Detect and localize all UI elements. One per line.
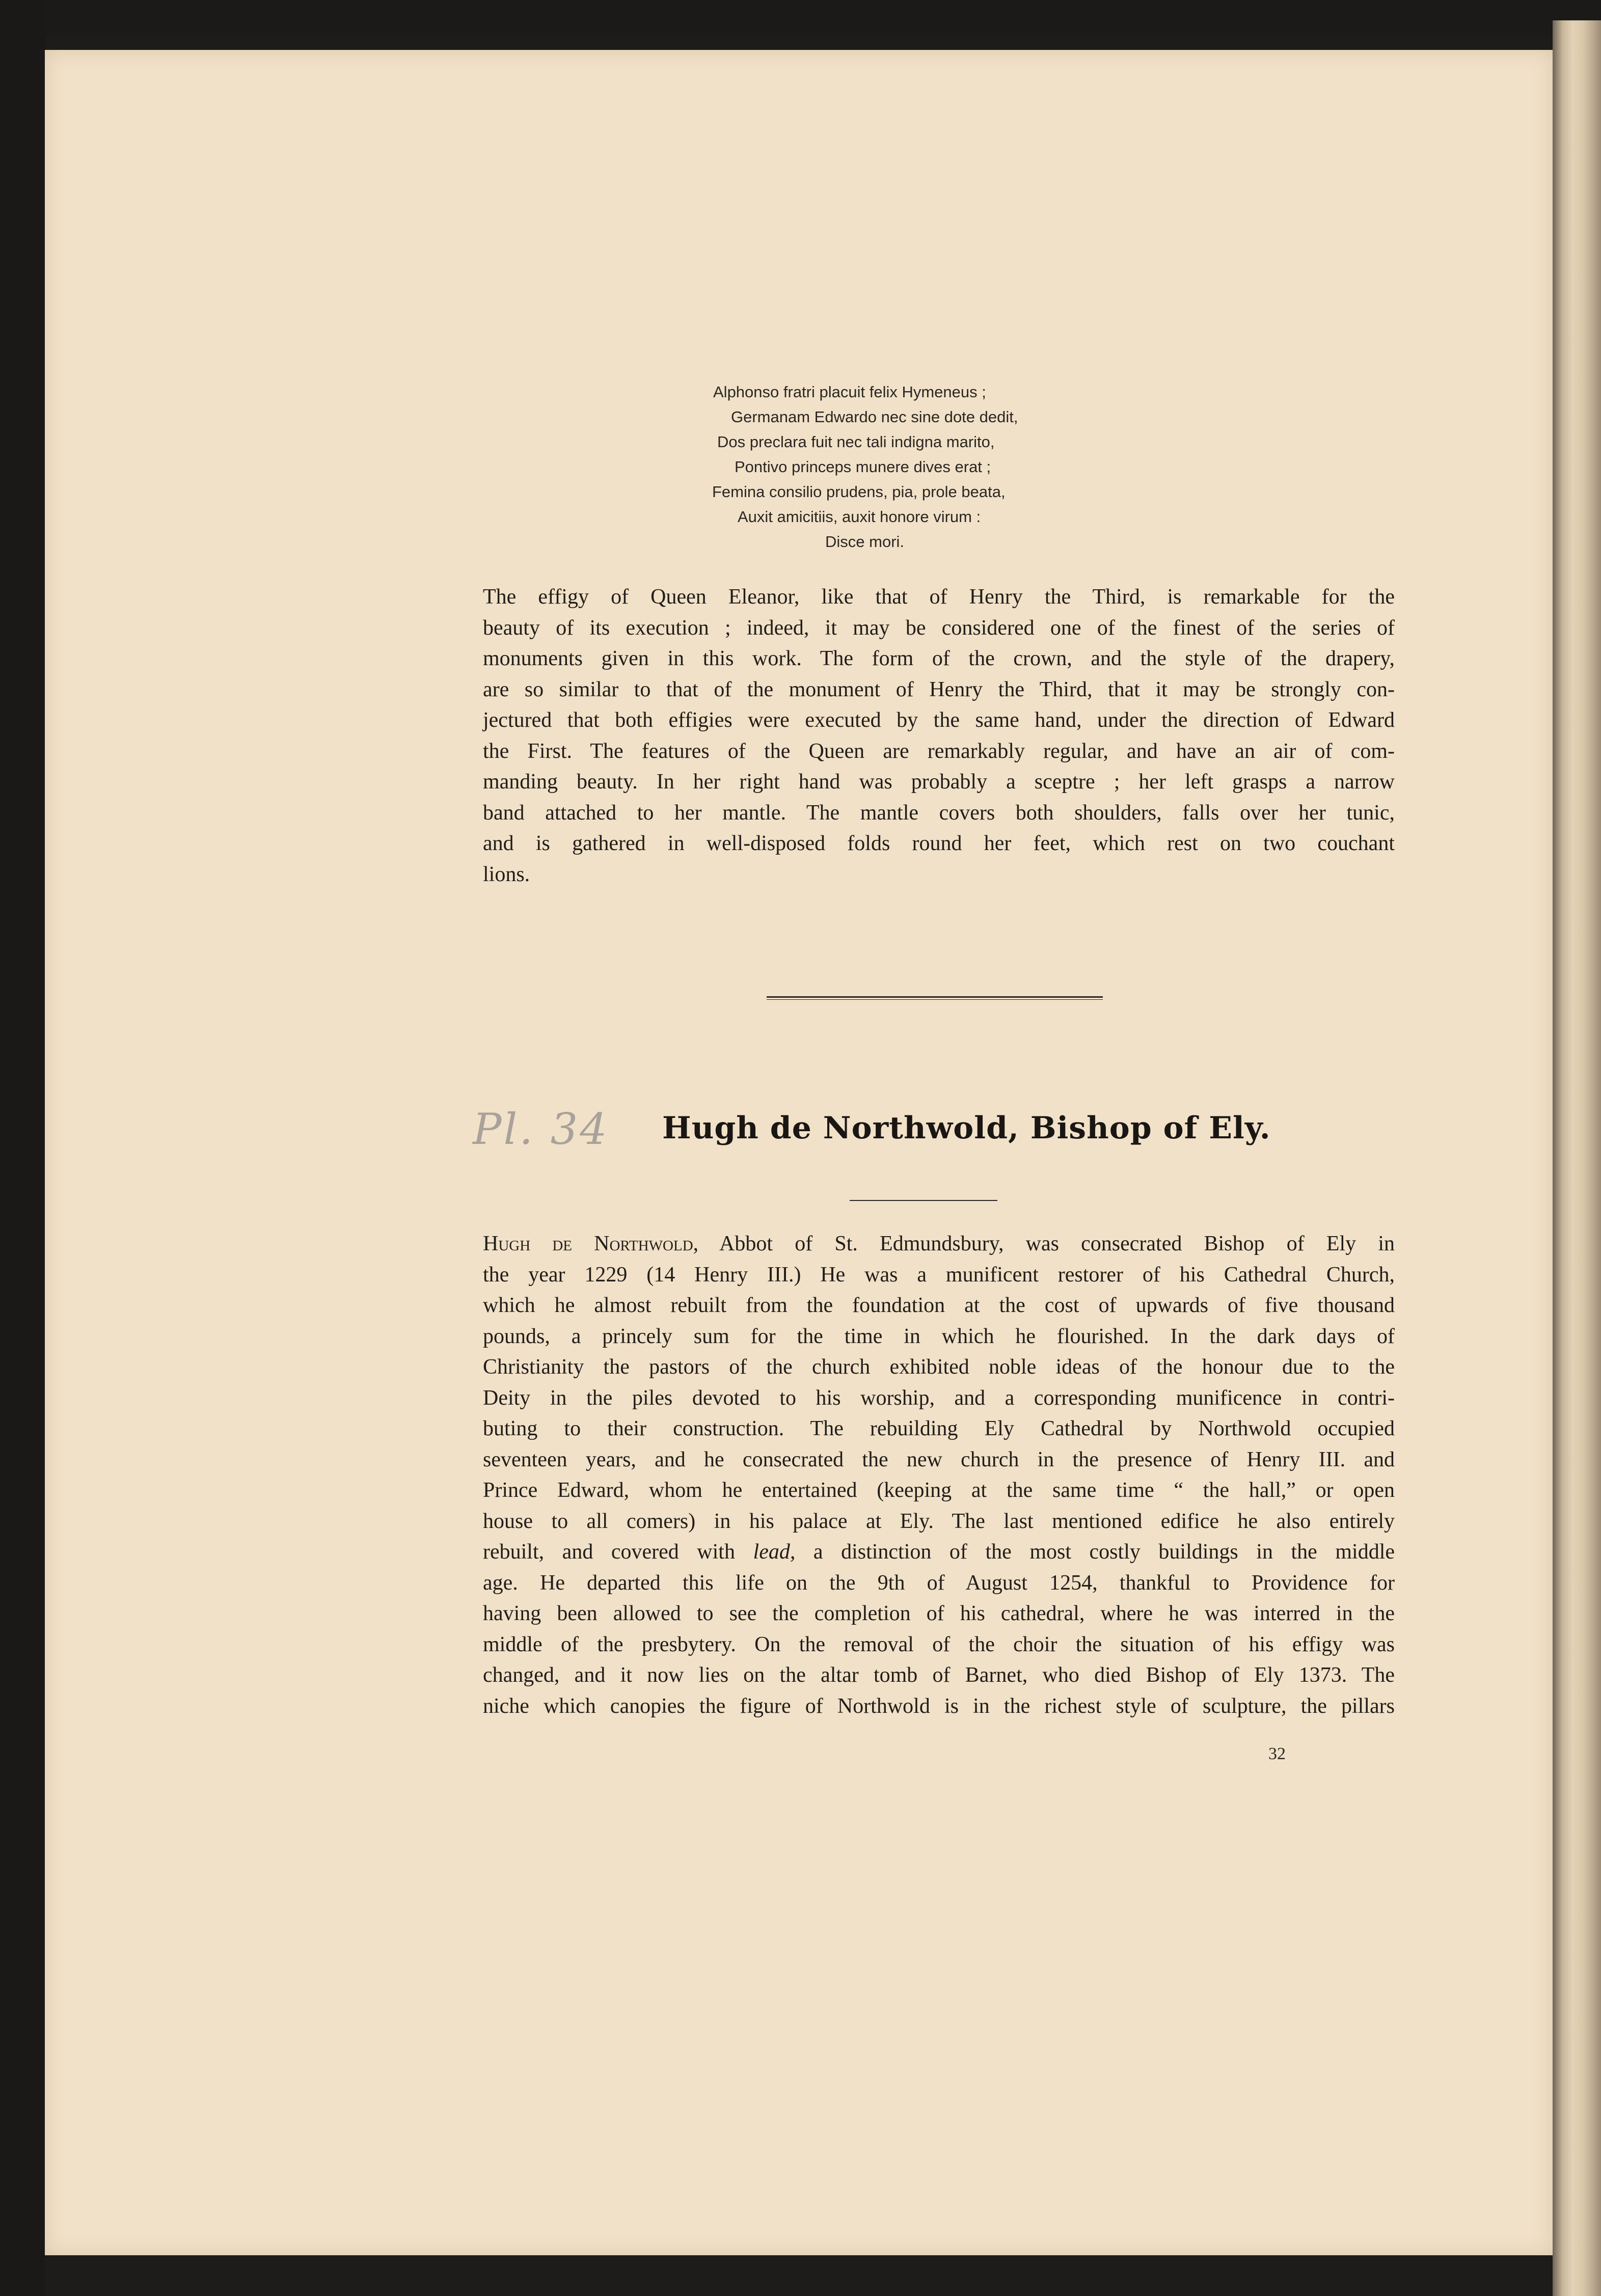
text-line: middle of the presbytery. On the removal of the choir the situation of his effigy was: [483, 1632, 1395, 1656]
text-line: lions.: [483, 862, 530, 886]
page-edges: [1553, 20, 1601, 2296]
verse-line: Auxit amicitiis, auxit honore virum :: [738, 508, 981, 526]
verse-line: Germanam Edwardo nec sine dote dedit,: [731, 408, 1018, 426]
text-line: Christianity the pastors of the church exhibited noble ideas of the honour due to the: [483, 1355, 1395, 1379]
verse-line: Alphonso fratri placuit felix Hymeneus ;: [713, 383, 986, 401]
text-line: manding beauty. In her right hand was probably a sceptre ; her left grasps a narrow: [483, 770, 1395, 794]
section-divider: [767, 996, 1103, 998]
text-line: jectured that both effigies were executed by the same hand, under the direction of Edward: [483, 708, 1395, 732]
text-line: pounds, a princely sum for the time in which he flourished. In the dark days of: [483, 1324, 1395, 1348]
text-line: [483, 1537, 1395, 1568]
text-line: band attached to her mantle. The mantle covers both shoulders, falls over her tunic,: [483, 801, 1395, 825]
lead-name: Hugh de Northwold: [483, 1232, 693, 1255]
text-line: having been allowed to see the completion of his cathedral, where he was interred in the: [483, 1602, 1395, 1625]
text-line: are so similar to that of the monument of Henry the Third, that it may be strongly con-: [483, 677, 1395, 701]
text-line: Deity in the piles devoted to his worship, and a corresponding munificence in contri-: [483, 1386, 1395, 1410]
text-line: monuments given in this work. The form of the crown, and the style of the drapery,: [483, 647, 1395, 670]
verse-line: Pontivo princeps munere dives erat ;: [735, 458, 991, 476]
scan-background-bottom: [45, 2255, 1553, 2296]
section-divider-fine: [767, 999, 1103, 1000]
text-line: which he almost rebuilt from the foundation at the cost of upwards of five thousand: [483, 1294, 1395, 1317]
text-line: [483, 1228, 1395, 1260]
page-number: 32: [1268, 1744, 1286, 1763]
verse-line: Dos preclara fuit nec tali indigna marito,: [717, 433, 995, 451]
paragraph-hugh-de-northwold: [483, 1228, 1395, 1721]
paragraph-queen-eleanor: [483, 582, 1395, 890]
text-segment: a distinction of the most costly buildings in the middle: [795, 1540, 1395, 1564]
text-line: and is gathered in well-disposed folds round her feet, which rest on two couchant: [483, 832, 1395, 855]
text-line: house to all comers) in his palace at Ely. The last mentioned edifice he also entirely: [483, 1509, 1395, 1533]
text-line: changed, and it now lies on the altar tomb of Barnet, who died Bishop of Ely 1373. The: [483, 1663, 1395, 1687]
text-line: niche which canopies the figure of Northwold is in the richest style of sculpture, the pillars: [483, 1694, 1395, 1718]
text-line: The effigy of Queen Eleanor, like that of Henry the Third, is remarkable for the: [483, 585, 1395, 609]
text-line: beauty of its execution ; indeed, it may be considered one of the finest of the series of: [483, 616, 1395, 640]
text-line: seventeen years, and he consecrated the new church in the presence of Henry III. and: [483, 1447, 1395, 1471]
text-line: the First. The features of the Queen are remarkably regular, and have an air of com-: [483, 739, 1395, 763]
text-line-rest: , Abbot of St. Edmundsbury, was consecrated Bishop of Ely in: [693, 1232, 1395, 1255]
text-line: Prince Edward, whom he entertained (keeping at the same time “ the hall,” or open: [483, 1479, 1395, 1502]
italic-word: lead,: [753, 1540, 796, 1564]
text-line: buting to their construction. The rebuilding Ely Cathedral by Northwold occupied: [483, 1417, 1395, 1440]
latin-epitaph-verse: [708, 379, 1166, 554]
text-segment: rebuilt, and covered with: [483, 1540, 753, 1564]
text-line: age. He departed this life on the 9th of August 1254, thankful to Providence for: [483, 1571, 1395, 1595]
section-heading: Hugh de Northwold, Bishop of Ely.: [662, 1110, 1271, 1146]
verse-line: Disce mori.: [825, 533, 905, 551]
scan-background-top: [0, 0, 1601, 36]
scan-background-left: [0, 0, 46, 2296]
heading-underline-rule: [850, 1200, 997, 1201]
pencil-plate-note: Pl. 34: [473, 1104, 609, 1154]
verse-line: Femina consilio prudens, pia, prole beata,: [712, 483, 1006, 501]
text-line: the year 1229 (14 Henry III.) He was a munificent restorer of his Cathedral Church,: [483, 1263, 1395, 1287]
